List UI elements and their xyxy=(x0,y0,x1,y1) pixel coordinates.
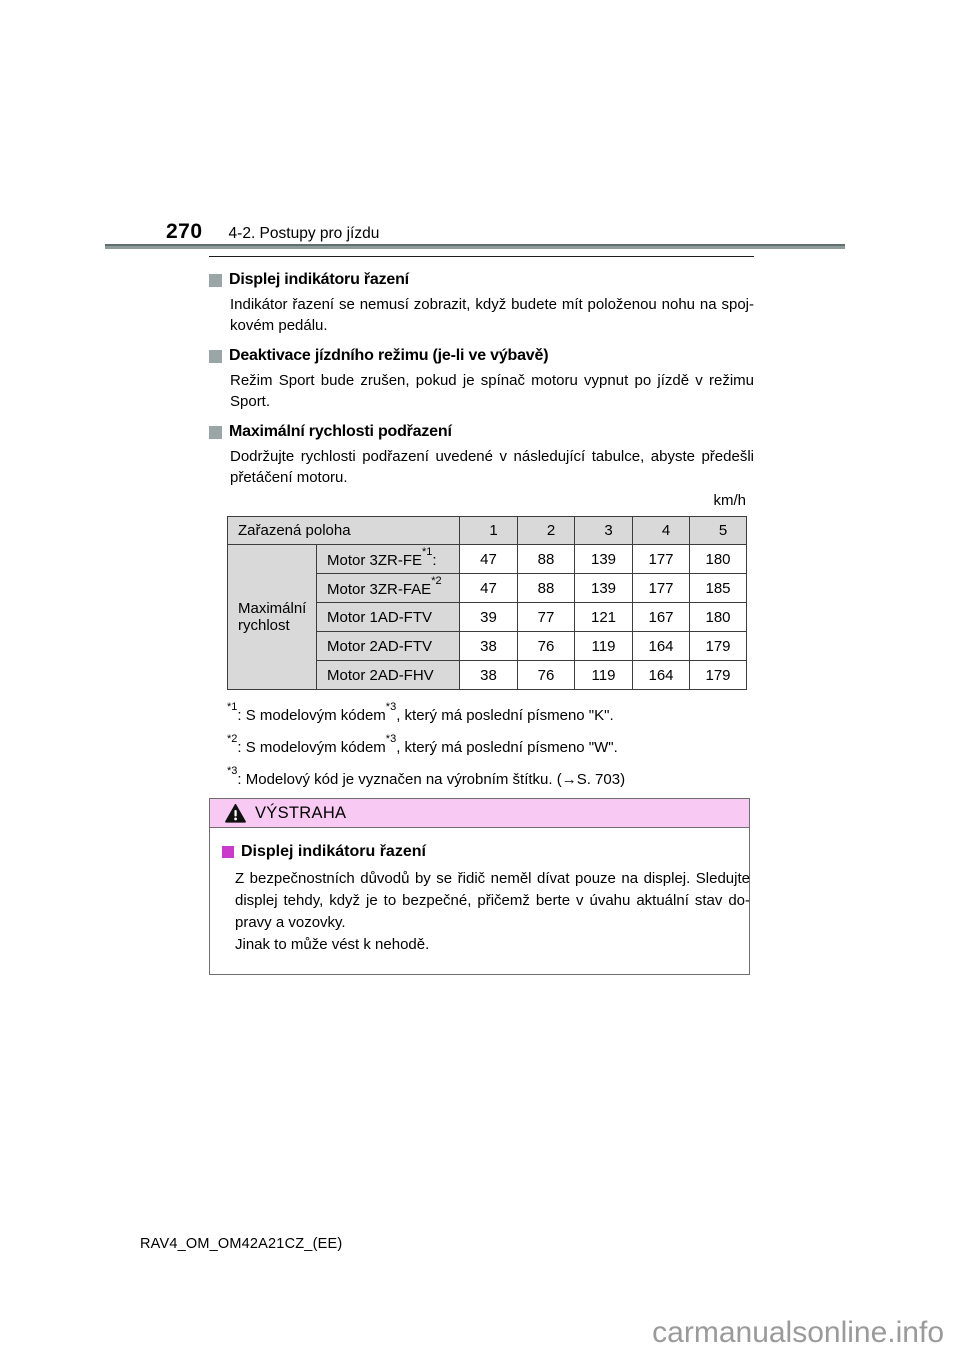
footnote-text: , který má poslední písmeno "W". xyxy=(396,739,618,756)
footnote-text: : Modelový kód je vyznačen na výrobním štítku. (→S. 703) xyxy=(237,771,626,788)
engine-cell xyxy=(317,574,460,603)
speed-cell: 76 xyxy=(518,661,575,690)
engine-cell xyxy=(317,603,460,632)
warning-header xyxy=(210,799,749,828)
downshift-speed-table xyxy=(227,516,747,690)
engine-cell xyxy=(317,661,460,690)
footnote-marker: *1 xyxy=(227,701,238,713)
speed-cell: 177 xyxy=(633,574,690,603)
warning-triangle-icon xyxy=(225,804,246,823)
warning-subheading-text: Displej indikátoru řazení xyxy=(241,843,426,860)
paragraph-line: Sport. xyxy=(230,393,271,410)
section-divider xyxy=(209,256,754,257)
footnote-text: : S modelovým kódem xyxy=(237,739,386,756)
speed-cell: 77 xyxy=(518,603,575,632)
speed-cell: 119 xyxy=(575,661,633,690)
section-heading-deaktivace xyxy=(209,346,754,366)
engine-cell xyxy=(317,632,460,661)
section-heading-maximalni xyxy=(209,422,754,442)
chapter-title: 4-2. Postupy pro jízdu xyxy=(228,225,380,242)
content-column xyxy=(209,256,754,975)
table-header-row xyxy=(228,517,747,545)
table-unit-label: km/h xyxy=(713,492,746,509)
warning-subheading xyxy=(216,842,743,862)
speed-cell: 185 xyxy=(690,574,747,603)
document-code: RAV4_OM_OM42A21CZ_(EE) xyxy=(140,1236,343,1252)
gear-header: 4 xyxy=(633,517,690,545)
section-paragraph xyxy=(209,294,754,336)
footnote-marker: *3 xyxy=(227,765,238,777)
speed-cell: 88 xyxy=(518,545,575,574)
paragraph-line: Jinak to může vést k nehodě. xyxy=(235,936,430,953)
gear-header: 2 xyxy=(518,517,575,545)
paragraph-line: přetáčení motoru. xyxy=(230,469,348,486)
engine-cell xyxy=(317,545,460,574)
paragraph-line: displej tehdy, když je to bezpečné, přičemž berte v úvahu aktuální stav do- xyxy=(235,892,750,909)
footnote xyxy=(227,765,754,790)
engine-name: Motor 3ZR-FAE xyxy=(327,580,432,598)
header-rule xyxy=(105,244,845,249)
watermark: carmanualsonline.info xyxy=(652,1316,944,1349)
footnote xyxy=(227,701,754,726)
section-title: Deaktivace jízdního režimu (je-li ve výbavě) xyxy=(229,347,549,364)
paragraph-line: Indikátor řazení se nemusí zobrazit, když budete mít položenou nohu na spoj- xyxy=(230,296,754,313)
page-header xyxy=(166,220,379,244)
footnote-marker: *2 xyxy=(431,574,442,587)
footnote-marker: *1 xyxy=(422,545,433,558)
footnote-text: , který má poslední písmeno "K". xyxy=(396,707,614,724)
footnote-ref: *3 xyxy=(385,733,397,745)
section-paragraph xyxy=(209,446,754,488)
engine-name: Motor 2AD-FTV xyxy=(327,637,433,655)
paragraph-line: Dodržujte rychlosti podřazení uvedené v následující tabulce, abyste předešli xyxy=(230,448,754,465)
row-group-label: Maximální rychlost xyxy=(228,545,317,690)
page-number: 270 xyxy=(166,220,203,243)
square-bullet-icon xyxy=(209,274,222,287)
warning-paragraph xyxy=(216,868,750,956)
gear-header: 3 xyxy=(575,517,633,545)
square-bullet-icon xyxy=(209,426,222,439)
table-row xyxy=(228,545,747,574)
speed-cell: 121 xyxy=(575,603,633,632)
speed-cell: 88 xyxy=(518,574,575,603)
speed-cell: 139 xyxy=(575,545,633,574)
speed-cell: 180 xyxy=(690,603,747,632)
speed-cell: 38 xyxy=(460,661,518,690)
gear-header: 5 xyxy=(690,517,747,545)
speed-cell: 47 xyxy=(460,545,518,574)
speed-cell: 76 xyxy=(518,632,575,661)
paragraph-line: Režim Sport bude zrušen, pokud je spínač motoru vypnut po jízdě v režimu xyxy=(230,372,754,389)
speed-cell: 179 xyxy=(690,661,747,690)
speed-cell: 164 xyxy=(633,661,690,690)
speed-cell: 177 xyxy=(633,545,690,574)
paragraph-line: kovém pedálu. xyxy=(230,317,328,334)
engine-name: Motor 2AD-FHV xyxy=(327,666,434,684)
speed-cell: 164 xyxy=(633,632,690,661)
engine-suffix: : xyxy=(432,551,437,569)
speed-cell: 180 xyxy=(690,545,747,574)
speed-cell: 39 xyxy=(460,603,518,632)
paragraph-line: Z bezpečnostních důvodů by se řidič neměl dívat pouze na displej. Sledujte xyxy=(235,870,750,887)
footnote-text: : S modelovým kódem xyxy=(237,707,386,724)
engine-name: Motor 3ZR-FE xyxy=(327,551,423,569)
section-title: Maximální rychlosti podřazení xyxy=(229,423,452,440)
square-bullet-icon xyxy=(209,350,222,363)
gear-header: 1 xyxy=(460,517,518,545)
speed-cell: 38 xyxy=(460,632,518,661)
warning-box xyxy=(209,798,750,975)
section-paragraph xyxy=(209,370,754,412)
warning-title: VÝSTRAHA xyxy=(255,803,347,822)
footnote xyxy=(227,733,754,758)
paragraph-line: pravy a vozovky. xyxy=(235,914,346,931)
footnote-ref: *3 xyxy=(385,701,397,713)
section-heading-displej xyxy=(209,270,754,290)
footnote-marker: *2 xyxy=(227,733,238,745)
speed-cell: 139 xyxy=(575,574,633,603)
section-title: Displej indikátoru řazení xyxy=(229,271,409,288)
speed-cell: 167 xyxy=(633,603,690,632)
speed-cell: 47 xyxy=(460,574,518,603)
table-header-position: Zařazená poloha xyxy=(228,517,460,545)
speed-cell: 119 xyxy=(575,632,633,661)
footnotes xyxy=(227,701,754,790)
warning-body xyxy=(210,828,749,974)
square-bullet-icon xyxy=(222,846,234,858)
engine-name: Motor 1AD-FTV xyxy=(327,608,433,626)
speed-cell: 179 xyxy=(690,632,747,661)
